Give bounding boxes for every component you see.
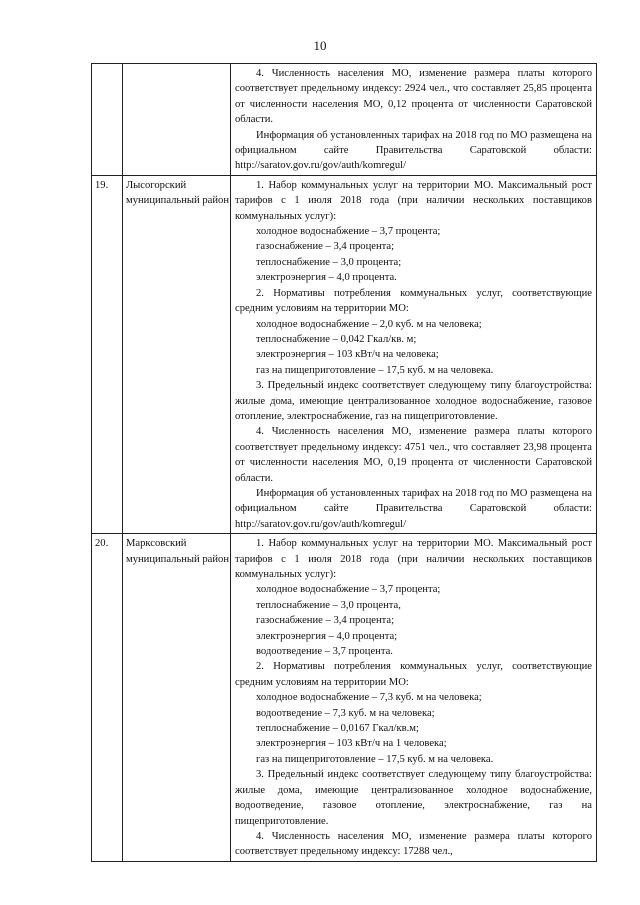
- paragraph: 4. Численность населения МО, изменение размера платы которого соответствует предельному индексу: 17288 чел.,: [235, 830, 592, 858]
- row-number: [92, 64, 123, 176]
- paragraph: 4. Численность населения МО, изменение размера платы которого соответствует предельному индексу: 2924 чел., что составляет 25,85 процента от численности населения МО, 0,12 процента от численности Саратовской области.: [235, 68, 592, 126]
- paragraph: 3. Предельный индекс соответствует следующему типу благоустройства: жилые дома, имеющие централизованное холодное водоснабжение, водоотведение, газовое отопление, электроснабжение, газ на пищеприготовление.: [235, 769, 592, 827]
- row-number: 19.: [92, 175, 123, 533]
- municipality-name: Лысогорский муниципальный район: [123, 175, 231, 533]
- list-item: водоотведение – 3,7 процента.: [256, 646, 393, 658]
- municipality-name: [123, 64, 231, 176]
- paragraph: 1. Набор коммунальных услуг на территории МО. Максимальный рост тарифов с 1 июля 2018 года (при наличии нескольких поставщиков коммунальных услуг):: [235, 538, 592, 580]
- row-number: 20.: [92, 534, 123, 862]
- paragraph: 3. Предельный индекс соответствует следующему типу благоустройства: жилые дома, имеющие централизованное холодное водоснабжение, газовое отопление, электроснабжение, газ на пищеприготовление.: [235, 380, 592, 422]
- list-item: газ на пищеприготовление – 17,5 куб. м на человека.: [256, 364, 494, 376]
- page-number: 10: [313, 38, 327, 53]
- list-item: электроэнергия – 4,0 процента.: [256, 272, 397, 284]
- row-content: [231, 64, 597, 176]
- paragraph: 2. Нормативы потребления коммунальных услуг, соответствующие средним условиям на территории МО:: [235, 287, 592, 315]
- paragraph: 4. Численность населения МО, изменение размера платы которого соответствует предельному индексу: 4751 чел., что составляет 23,98 процента от численности населения МО, 0,19 процента от численности Саратовской области.: [235, 426, 592, 484]
- list-item: газ на пищеприготовление – 17,5 куб. м на человека.: [256, 753, 494, 765]
- list-item: электроэнергия – 103 кВт/ч на 1 человека;: [256, 738, 447, 750]
- list-item: газоснабжение – 3,4 процента;: [256, 615, 395, 627]
- list-item: теплоснабжение – 3,0 процента,: [256, 599, 401, 611]
- list-item: холодное водоснабжение – 7,3 куб. м на человека;: [256, 692, 482, 704]
- list-item: электроэнергия – 103 кВт/ч на человека;: [256, 349, 439, 361]
- table-body: [92, 64, 597, 862]
- list-item: холодное водоснабжение – 2,0 куб. м на человека;: [256, 318, 482, 330]
- table-row: [92, 64, 597, 176]
- row-content: [231, 534, 597, 862]
- list-item: теплоснабжение – 0,042 Гкал/кв. м;: [256, 333, 417, 345]
- list-item: теплоснабжение – 0,0167 Гкал/кв.м;: [256, 723, 419, 735]
- list-item: холодное водоснабжение – 3,7 процента;: [256, 226, 441, 238]
- municipality-name: Марксовский муниципальный район: [123, 534, 231, 862]
- paragraph: 2. Нормативы потребления коммунальных услуг, соответствующие средним условиям на территории МО:: [235, 661, 592, 688]
- table-row: [92, 534, 597, 862]
- list-item: холодное водоснабжение – 3,7 процента;: [256, 584, 441, 596]
- paragraph: 1. Набор коммунальных услуг на территории МО. Максимальный рост тарифов с 1 июля 2018 года (при наличии нескольких поставщиков коммунальных услуг):: [235, 179, 592, 222]
- paragraph: Информация об установленных тарифах на 2018 год по МО размещена на официальном сайте Правительства Саратовской области: http://saratov.gov.ru/gov/auth/komregul/: [235, 487, 592, 530]
- list-item: теплоснабжение – 3,0 процента;: [256, 256, 402, 268]
- list-item: газоснабжение – 3,4 процента;: [256, 241, 395, 253]
- paragraph: Информация об установленных тарифах на 2018 год по МО размещена на официальном сайте Правительства Саратовской области: http://saratov.gov.ru/gov/auth/komregul/: [235, 129, 592, 172]
- row-content: [231, 175, 597, 533]
- table-row: [92, 175, 597, 533]
- list-item: водоотведение – 7,3 куб. м на человека;: [256, 707, 435, 719]
- list-item: электроэнергия – 4,0 процента;: [256, 630, 398, 642]
- municipal-tariffs-table: [91, 63, 597, 862]
